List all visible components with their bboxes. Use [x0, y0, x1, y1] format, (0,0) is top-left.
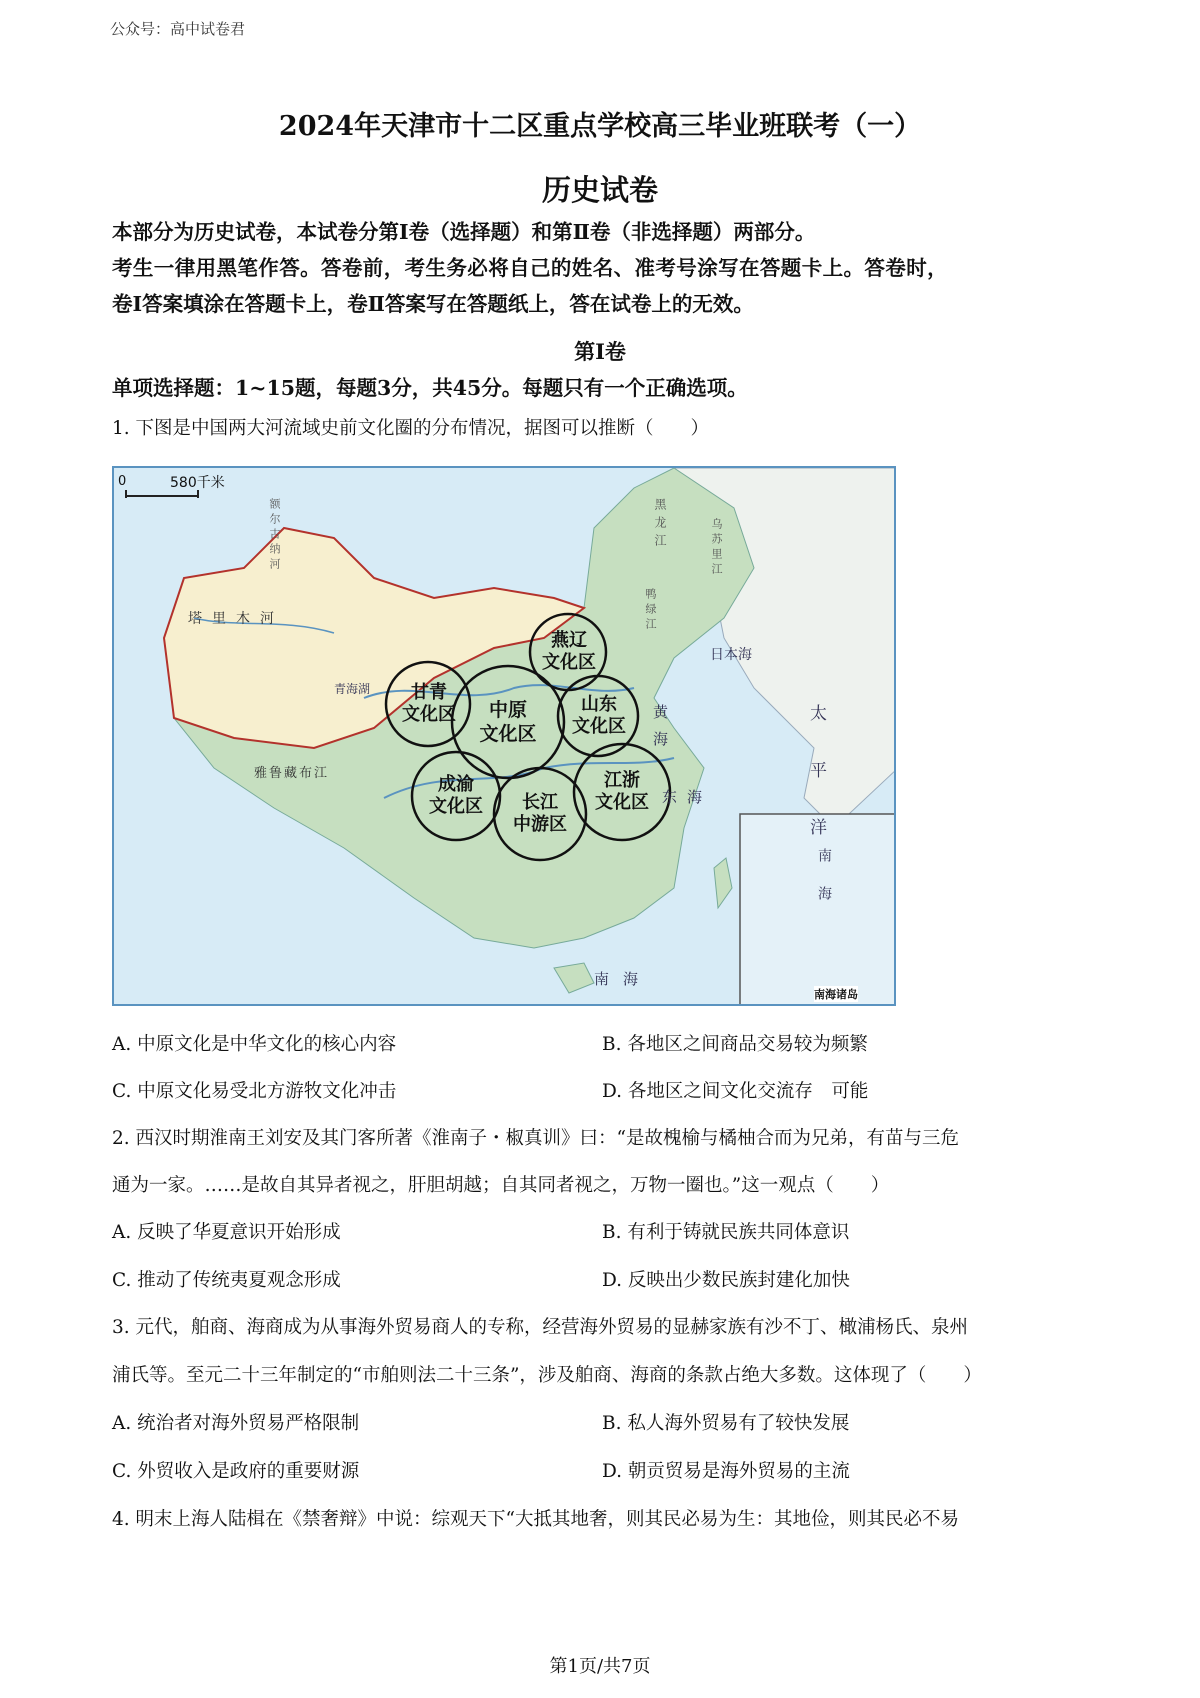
- question-1-option-b: B. 各地区之间商品交易较为频繁: [602, 1034, 868, 1055]
- place-label: 太平洋: [806, 704, 826, 875]
- south-sea-islands-label: 南海诸岛: [814, 988, 858, 1001]
- instruction-line-2: 考生一律用黑笔作答。答卷前，考生务必将自己的姓名、准考号涂写在答题卡上。答卷时，: [112, 256, 948, 280]
- culture-label-jiangzhe: 江浙 文化区: [595, 770, 649, 813]
- page-title: 2024年天津市十二区重点学校高三毕业班联考（一）: [278, 111, 922, 142]
- section-title: 第Ⅰ卷: [574, 339, 626, 364]
- question-3-option-b: B. 私人海外贸易有了较快发展: [602, 1413, 850, 1434]
- question-2-option-a: A. 反映了华夏意识开始形成: [112, 1222, 341, 1243]
- watermark: 公众号：高中试卷君: [110, 20, 246, 38]
- question-3-stem-line-2: 浦氏等。至元二十三年制定的“市舶则法二十三条”，涉及舶商、海商的条款占绝大多数。这体现了（ ）: [112, 1365, 982, 1386]
- scale-zero: 0: [118, 474, 127, 489]
- place-label: 黑龙江: [653, 498, 667, 552]
- culture-label-yanliao: 燕辽 文化区: [542, 630, 596, 673]
- question-2-stem-line-1: 2. 西汉时期淮南王刘安及其门客所著《淮南子・椒真训》曰：“是故槐榆与橘柚合而为兄弟，有苗与三危: [112, 1128, 959, 1149]
- question-1-option-a: A. 中原文化是中华文化的核心内容: [112, 1034, 397, 1055]
- instruction-line-3: 卷Ⅰ答案填涂在答题卡上，卷Ⅱ答案写在答题纸上，答在试卷上的无效。: [112, 292, 754, 316]
- question-2-option-b: B. 有利于铸就民族共同体意识: [602, 1222, 850, 1243]
- question-3-option-d: D. 朝贡贸易是海外贸易的主流: [602, 1461, 850, 1482]
- place-label: 南海: [816, 848, 832, 924]
- question-2-option-c: C. 推动了传统夷夏观念形成: [112, 1270, 341, 1291]
- culture-label-shandong: 山东 文化区: [572, 694, 626, 737]
- hainan-island: [554, 963, 594, 993]
- question-1-option-d: D. 各地区之间文化交流存 可能: [602, 1081, 869, 1102]
- culture-map: [112, 466, 896, 1006]
- place-label: 雅鲁藏布江: [254, 766, 330, 781]
- question-3-stem-line-1: 3. 元代，舶商、海商成为从事海外贸易商人的专称，经营海外贸易的显赫家族有沙不丁、橄浦杨氏、泉州: [112, 1317, 969, 1338]
- scale-label: 580千米: [170, 475, 225, 491]
- place-label: 日本海: [710, 647, 752, 663]
- question-1-option-c: C. 中原文化易受北方游牧文化冲击: [112, 1081, 397, 1102]
- question-1-stem: 1. 下图是中国两大河流域史前文化圈的分布情况，据图可以推断（ ）: [112, 418, 710, 439]
- place-label: 东海: [662, 788, 713, 806]
- culture-label-changjiang: 长江 中游区: [513, 792, 567, 835]
- section-description: 单项选择题：1~15题，每题3分，共45分。每题只有一个正确选项。: [112, 376, 748, 400]
- question-4-stem: 4. 明末上海人陆楫在《禁奢辩》中说：综观天下“大抵其地奢，则其民必易为生：其地俭，则其民必不易: [112, 1509, 959, 1530]
- place-label: 南海: [594, 970, 653, 988]
- culture-label-chengyu: 成渝 文化区: [429, 774, 483, 817]
- instruction-line-1: 本部分为历史试卷，本试卷分第Ⅰ卷（选择题）和第Ⅱ卷（非选择题）两部分。: [112, 220, 816, 244]
- place-label: 塔里木河: [188, 611, 284, 627]
- question-2-option-d: D. 反映出少数民族封建化加快: [602, 1270, 850, 1291]
- place-label: 乌苏里江: [710, 518, 723, 578]
- culture-label-zhongyuan: 中原 文化区: [479, 699, 537, 745]
- question-2-stem-line-2: 通为一家。……是故自其异者视之，肝胆胡越；自其同者视之，万物一圈也。”这一观点（ ）: [112, 1175, 890, 1196]
- page-footer: 第1页/共7页: [549, 1656, 651, 1677]
- place-label: 黄海: [651, 704, 669, 758]
- place-label: 鸭绿江: [644, 588, 657, 633]
- question-3-option-c: C. 外贸收入是政府的重要财源: [112, 1461, 360, 1482]
- question-3-option-a: A. 统治者对海外贸易严格限制: [112, 1413, 360, 1434]
- taiwan-island: [714, 858, 732, 908]
- place-label: 额尔古纳河: [268, 498, 281, 573]
- page-subtitle: 历史试卷: [541, 173, 658, 207]
- culture-label-ganqing: 甘青 文化区: [402, 682, 456, 725]
- place-label: 青海湖: [334, 682, 371, 696]
